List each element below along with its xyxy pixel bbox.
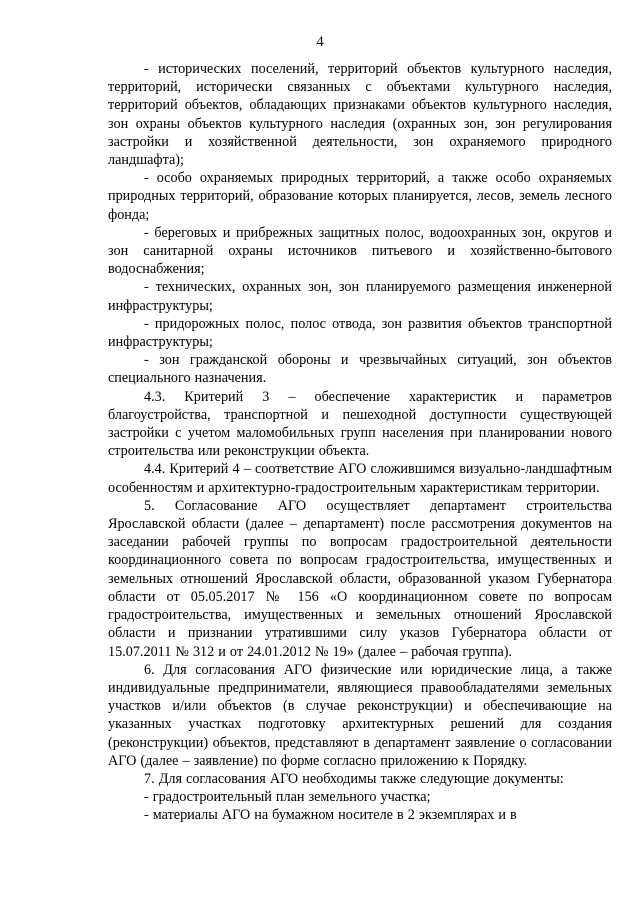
page-number: 4	[316, 34, 324, 50]
paragraph-gradplan: - градостроительный план земельного участка;	[144, 789, 431, 806]
paragraph-historic-settlements: - исторических поселений, территорий объектов культурного наследия, территорий, исторически связанных с объектами культурного наследия, территорий объектов, обладающих признаками объектов культурного наследия, зон охраны объектов культурного наследия (охранных зон, зон регулирования застройки и хозяйственной деятельности, зон охраняемого природного ландшафта);	[108, 61, 612, 169]
document-body	[108, 60, 612, 825]
paragraph-technical-zones: - технических, охранных зон, зон планируемого размещения инженерной инфраструктуры;	[108, 279, 612, 314]
paragraph-water-protection-zones: - береговых и прибрежных защитных полос, водоохранных зон, округов и зон санитарной охраны источников питьевого и хозяйственно-бытового водоснабжения;	[108, 224, 612, 278]
paragraph-roadside-strips: - придорожных полос, полос отвода, зон развития объектов транспортной инфраструктуры;	[108, 315, 612, 351]
paragraph-criterion-4: 4.4. Критерий 4 – соответствие АГО сложившимся визуально-ландшафтным особенностям и архитектурно-градостроительным характеристикам территории.	[108, 461, 612, 496]
paragraph-ago-materials: - материалы АГО на бумажном носителе в 2 экземплярах и в	[144, 807, 517, 824]
paragraph-section-5: 5. Согласование АГО осуществляет департамент строительства Ярославской области (далее – департамент) после рассмотрения документов на заседании рабочей группы по вопросам градостроительной деятельности координационного совета по вопросам градостроительства, имущественных и земельных отношений Ярославской области, образованной указом Губернатора области от 05.05.2017 № 156 «О координационном совете по вопросам градостроительства, имущественных и земельных отношений Ярославской области и признании утратившими силу указов Губернатора области от 15.07.2011 № 312 и от 24.01.2012 № 19» (далее – рабочая группа).	[108, 497, 612, 660]
paragraph-section-7: 7. Для согласования АГО необходимы также следующие документы:	[144, 770, 564, 787]
paragraph-civil-defense-zones: - зон гражданской обороны и чрезвычайных ситуаций, зон объектов специального назначения.	[108, 352, 612, 387]
paragraph-protected-natural-areas: - особо охраняемых природных территорий, а также особо охраняемых природных территорий, образование которых планируется, лесов, земель лесного фонда;	[108, 170, 612, 223]
paragraph-section-6: 6. Для согласования АГО физические или юридические лица, а также индивидуальные предприниматели, являющиеся правообладателями земельных участков и/или объектов (в случае реконструкции) и обеспечивающие на указанных участках подготовку архитектурных решений для создания (реконструкции) объектов, представляют в департамент заявление о согласовании АГО (далее – заявление) по форме согласно приложению к Порядку.	[108, 661, 612, 769]
paragraph-criterion-3: 4.3. Критерий 3 – обеспечение характеристик и параметров благоустройства, транспортной и пешеходной доступности существующей застройки с учетом маломобильных групп населения при планировании нового строительства или реконструкции объекта.	[108, 388, 612, 460]
